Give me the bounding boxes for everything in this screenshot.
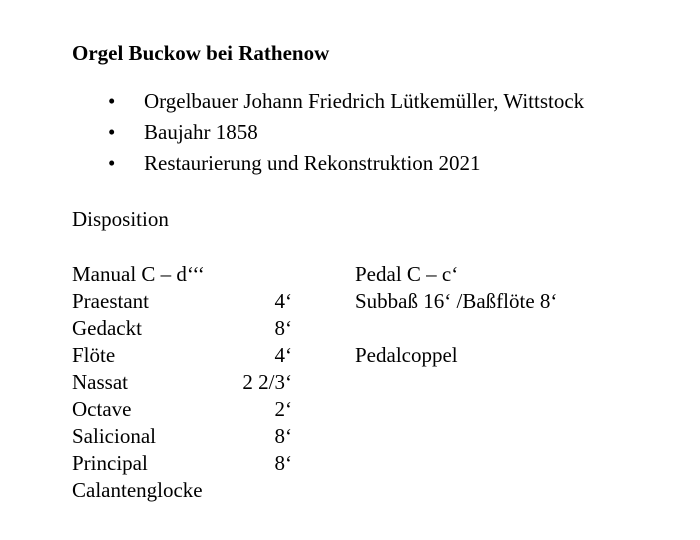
bullet-item-year [0, 120, 700, 151]
pedal-stop-name: Subbaß 16‘ /Baßflöte 8‘ [355, 289, 558, 313]
document-title: Orgel Buckow bei Rathenow [72, 41, 330, 65]
extra-stop-name: Calantenglocke [72, 478, 203, 502]
stop-name: Salicional [72, 424, 156, 448]
disposition-heading: Disposition [72, 207, 169, 231]
manual-heading: Manual C – d‘‘‘ [72, 262, 205, 286]
stop-row [72, 289, 292, 316]
bullet-item-restoration [0, 151, 700, 182]
stop-name: Praestant [72, 289, 149, 313]
bullet-text-builder: Orgelbauer Johann Friedrich Lütkemüller, Wittstock [144, 89, 585, 113]
bullet-marker: • [108, 89, 116, 113]
stop-row [72, 316, 292, 343]
stop-name: Nassat [72, 370, 128, 394]
stop-row [72, 397, 292, 424]
pedal-coupler: Pedalcoppel [355, 343, 458, 367]
pedal-heading-row [355, 262, 675, 289]
stop-row [72, 370, 292, 397]
pedal-stop-list [355, 262, 675, 370]
stop-size: 8‘ [274, 316, 292, 340]
stop-size: 4‘ [274, 343, 292, 367]
extra-row [72, 478, 292, 505]
stop-name: Gedackt [72, 316, 142, 340]
stop-size: 8‘ [274, 451, 292, 475]
bullet-marker: • [108, 151, 116, 175]
stop-name: Octave [72, 397, 132, 421]
stop-row [72, 451, 292, 478]
pedal-coupler-row [355, 343, 675, 370]
info-bullet-list [0, 89, 700, 182]
manual-stop-list [72, 262, 292, 505]
pedal-stop-row [355, 289, 675, 316]
pedal-spacer-row [355, 316, 675, 343]
stop-size: 2‘ [274, 397, 292, 421]
stop-name: Flöte [72, 343, 116, 367]
stop-row [72, 343, 292, 370]
bullet-item-builder [0, 89, 700, 120]
bullet-text-restoration: Restaurierung und Rekonstruktion 2021 [144, 151, 481, 175]
stop-row [72, 424, 292, 451]
stop-size: 2 2/3‘ [242, 370, 292, 394]
stop-size: 8‘ [274, 424, 292, 448]
pedal-heading: Pedal C – c‘ [355, 262, 459, 286]
bullet-marker: • [108, 120, 116, 144]
stop-name: Principal [72, 451, 148, 475]
bullet-text-year: Baujahr 1858 [144, 120, 258, 144]
manual-heading-row [72, 262, 292, 289]
stop-size: 4‘ [274, 289, 292, 313]
